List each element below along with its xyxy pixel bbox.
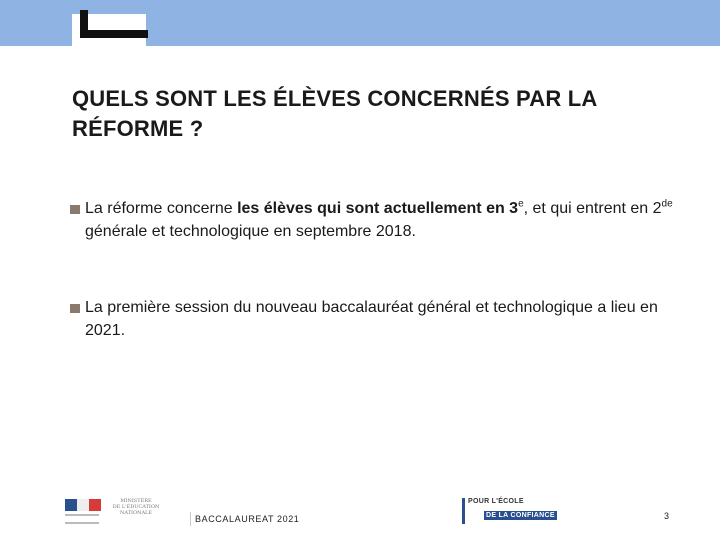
footer-title: BACCALAUREAT 2021	[190, 512, 299, 526]
bullet-item-1	[70, 197, 680, 243]
ministry-logo	[62, 496, 160, 526]
bullet-text-1	[85, 197, 680, 243]
square-bullet-icon	[70, 304, 80, 313]
bullet-text-2: La première session du nouveau baccalauréat général et technologique a lieu en 2021.	[85, 299, 658, 339]
bullet-1-segment: La réforme concerne	[85, 200, 238, 217]
ministry-text	[108, 498, 164, 516]
bullet-1-segment-3: générale et technologique en septembre 2018.	[85, 223, 416, 240]
ecole-confiance-logo	[462, 496, 554, 526]
ministry-line-1: MINISTÈRE	[120, 498, 152, 504]
logo-line-2: DE LA CONFIANCE	[486, 512, 555, 519]
bullet-1-segment-2: , et qui entrent en 2	[523, 200, 662, 217]
bullet-1-bold-segment: les élèves qui sont actuellement en 3	[237, 200, 519, 217]
logo-bar-icon	[462, 498, 465, 524]
corner-mark-icon	[70, 8, 150, 46]
slide-title: QUELS SONT LES ÉLÈVES CONCERNÉS PAR LA RÉFORME ?	[72, 86, 597, 141]
republique-francaise-logo-icon	[62, 496, 102, 526]
square-bullet-icon	[70, 205, 80, 214]
bullet-1-superscript-2: de	[661, 198, 673, 210]
ministry-line-3: NATIONALE	[119, 510, 153, 516]
bullet-item-2	[70, 296, 680, 342]
page-number: 3	[664, 511, 670, 521]
bullet-1-superscript: e	[518, 198, 524, 210]
logo-line-1: POUR L'ÉCOLE	[468, 498, 524, 505]
ministry-line-2: DE L'ÉDUCATION	[112, 504, 160, 510]
